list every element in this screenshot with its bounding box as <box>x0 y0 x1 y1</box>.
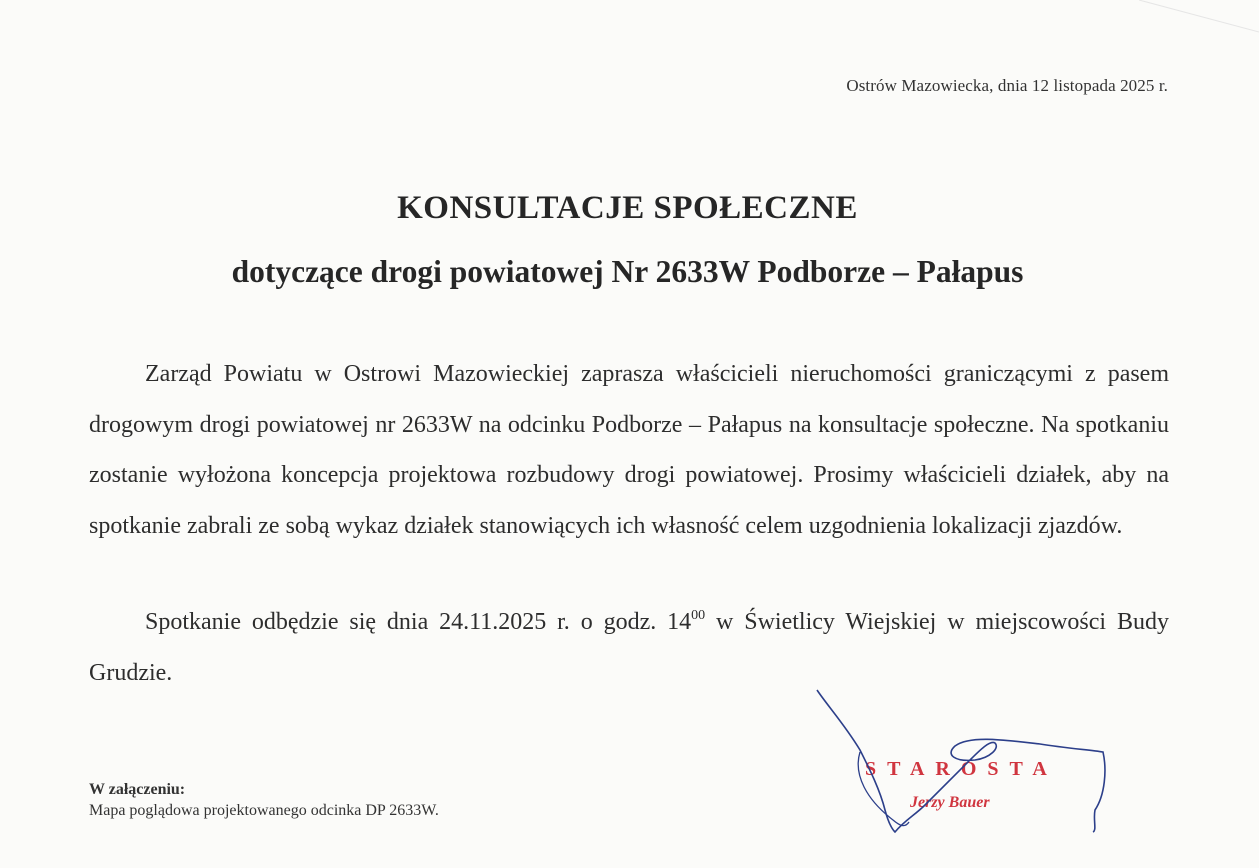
scan-edge-mark <box>1139 0 1259 40</box>
document-subtitle: dotyczące drogi powiatowej Nr 2633W Podborze – Pałapus <box>231 254 1024 289</box>
signature-stamp <box>805 680 1125 850</box>
meeting-time-superscript: 00 <box>691 608 706 623</box>
meeting-details-end: w Świetlicy Wiejskiej w miejscowości Budy Grudzie. <box>89 609 1169 686</box>
stamp-title-text: STAROSTA <box>865 758 1058 780</box>
date-line: Ostrów Mazowiecka, dnia 12 listopada 2025 r. <box>846 76 1168 95</box>
stamp-name-text: Jerzy Bauer <box>910 794 990 811</box>
body-paragraph-1: Zarząd Powiatu w Ostrowi Mazowieckiej zaprasza właścicieli nieruchomości graniczącymi z pasem drogowym drogi powiatowej nr 2633W na odcinku Podborze – Pałapus na konsultacje społeczne. Na spotkaniu zostanie wyłożona koncepcja projektowa rozbudowy drogi powiatowej. Prosimy właścicieli działek, aby na spotkanie zabrali ze sobą wykaz działek stanowiących ich własność celem uzgodnienia lokalizacji zjazdów. <box>89 361 1169 539</box>
body-paragraph-1-container <box>89 349 1169 551</box>
attachment-label: W załączeniu: <box>89 781 186 798</box>
document-title: KONSULTACJE SPOŁECZNE <box>397 190 858 226</box>
attachment-text: Mapa poglądowa projektowanego odcinka DP 2633W. <box>89 802 439 819</box>
meeting-details-start: Spotkanie odbędzie się dnia 24.11.2025 r. o godz. 14 <box>145 609 692 635</box>
